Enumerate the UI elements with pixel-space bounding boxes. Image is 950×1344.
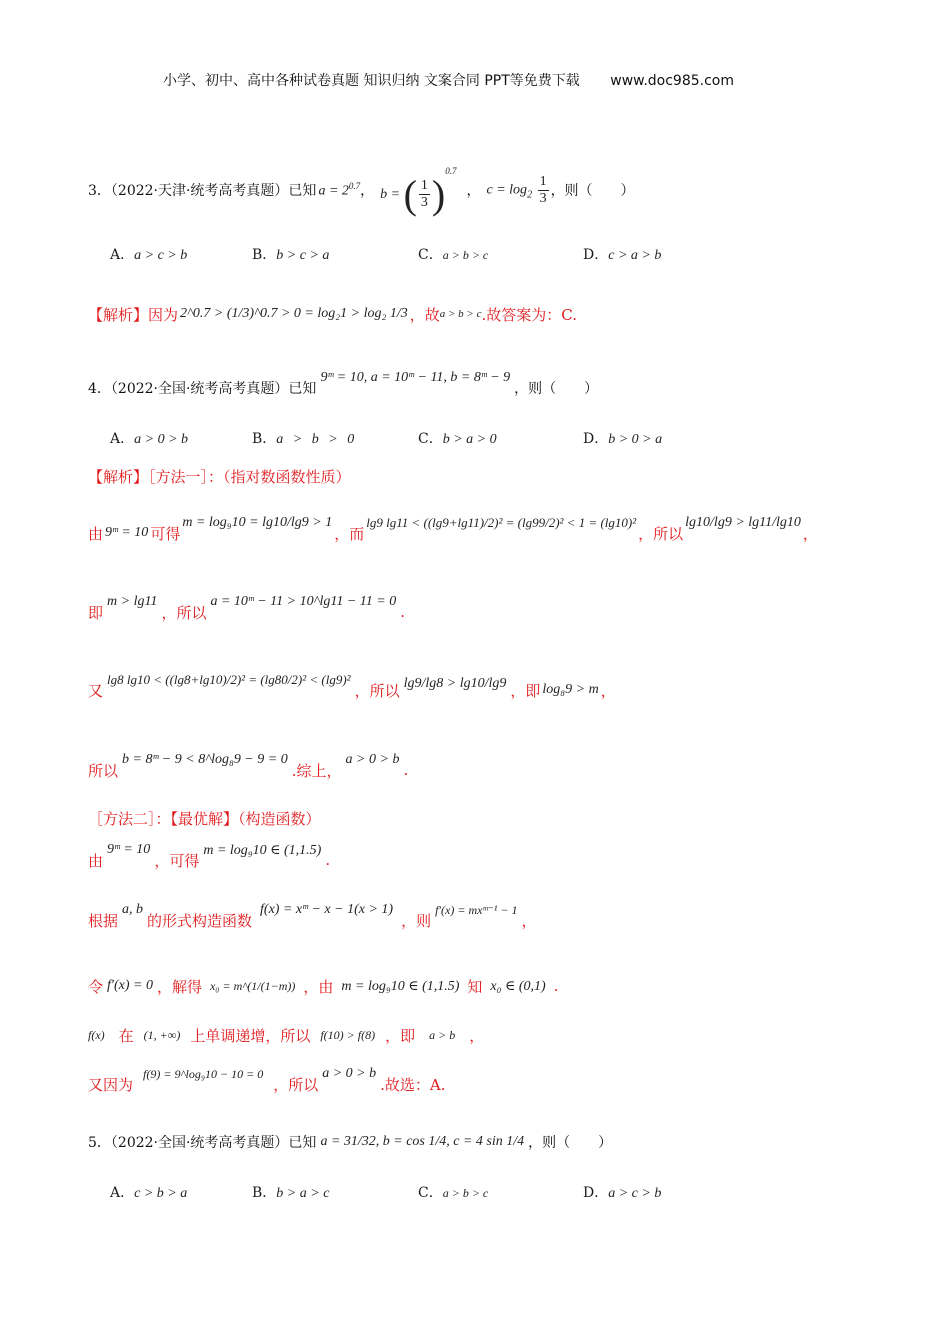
q3-comma1: ， xyxy=(360,183,375,199)
q3-sol-mid-math: a > b > c xyxy=(439,308,482,320)
q3-sol-mid: ，故 xyxy=(409,305,440,324)
q3-sol-math: 2^0.7 > (1/3)^0.7 > 0 = log₂1 > log₂ 1/3 xyxy=(180,306,408,321)
q4-option-a[interactable]: A．a > 0 > b xyxy=(110,431,189,447)
q4-line9: 又因为 f(9) = 9^log₉10 − 10 = 0 ，所以 a > 0 > b .故选：A. xyxy=(88,1066,446,1094)
q4-stem xyxy=(88,368,598,408)
q4-line1: 由 9ᵐ = 10 可得 m = log₉10 = lg10/lg9 > 1 ，而 lg9 lg11 < ((lg9+lg11)/2)² = (lg99/2)² < 1 = (lg10)² ，所以 lg10/lg9 > lg11/lg10 ， xyxy=(88,515,818,543)
q4-option-d[interactable]: D．b > 0 > a xyxy=(583,431,663,447)
q4-line5: 由 9ᵐ = 10 ，可得 m = log₉10 ∈ (1,1.5) . xyxy=(88,842,331,870)
q4-lead: 4．（2022·全国·统考高考真题）已知 xyxy=(88,381,317,397)
header-url[interactable]: www.doc985.com xyxy=(610,73,734,89)
site-header xyxy=(163,70,734,90)
q3-expr-b: b = ( $\frac{1}{3}$ )$^{0.7}$ xyxy=(380,165,457,217)
q5-tail: ，则（ ） xyxy=(528,1135,613,1151)
q5-option-b[interactable]: B．b > a > c xyxy=(252,1185,330,1201)
q3-sol-tail: .故答案为：C. xyxy=(481,305,577,324)
q3-expr-a: $a = 2^{0.7}$ xyxy=(318,180,361,199)
q3-option-c[interactable]: C．a > b > c xyxy=(418,247,489,263)
q4-line6: 根据 a, b 的形式构造函数 f(x) = xᵐ − x − 1(x > 1) ，则 f′(x) = mxᵐ⁻¹ − 1 ， xyxy=(88,902,537,930)
q3-comma2: ， xyxy=(466,183,481,199)
q3-option-d[interactable]: D．c > a > b xyxy=(583,247,662,263)
q5-option-a[interactable]: A．c > b > a xyxy=(110,1185,188,1201)
q3-option-a[interactable]: A．a > c > b xyxy=(110,247,188,263)
q3-expr-c: $c = \log_2$ $\frac{1}{3}$ xyxy=(486,173,547,206)
q4-line8: f(x) 在 (1, +∞) 上单调递增，所以 f(10) > f(8) ，即 a > b ， xyxy=(88,1026,485,1045)
header-text: 小学、初中、高中各种试卷真题 知识归纳 文案合同 PPT等免费下载 xyxy=(163,73,580,89)
q5-stem xyxy=(88,1122,612,1162)
q3-sol-tag: 【解析】因为 xyxy=(88,305,179,324)
q5-option-d[interactable]: D．a > c > b xyxy=(583,1185,662,1201)
q4-line7: 令 f′(x) = 0 ，解得 x₀ = m^(1/(1−m)) ，由 m = log₉10 ∈ (1,1.5) 知 x₀ ∈ (0,1) . xyxy=(88,977,559,996)
q3-solution xyxy=(88,284,577,344)
q4-option-b[interactable]: B．a > b > 0 xyxy=(252,431,358,447)
q4-line4: 所以 b = 8ᵐ − 9 < 8^log₈9 − 9 = 0 .综上， a > 0 > b . xyxy=(88,752,409,780)
q4-method1-title: 【解析】［方法一］：（指对数函数性质） xyxy=(88,468,351,486)
q3-option-b[interactable]: B．b > c > a xyxy=(252,247,330,263)
q3-tail: ，则（ ） xyxy=(550,183,635,199)
q5-expr: a = 31/32, b = cos 1/4, c = 4 sin 1/4 xyxy=(320,1134,525,1149)
q4-option-c[interactable]: C．b > a > 0 xyxy=(418,431,497,447)
q5-option-c[interactable]: C．a > b > c xyxy=(418,1185,489,1201)
q4-method2-title: ［方法二］：【最优解】（构造函数） xyxy=(88,810,321,828)
q4-expr: 9ᵐ = 10, a = 10ᵐ − 11, b = 8ᵐ − 9 xyxy=(320,370,511,385)
q3-lead: 3．（2022·天津·统考高考真题）已知 xyxy=(88,183,317,199)
q4-line2: 即 m > lg11 ，所以 a = 10ᵐ − 11 > 10^lg11 − 11 = 0 . xyxy=(88,594,405,622)
q3-stem xyxy=(88,160,635,220)
q4-line3: 又 lg8 lg10 < ((lg8+lg10)/2)² = (lg80/2)² < (lg9)² ，所以 lg9/lg8 > lg10/lg9 ，即 log₈9 > m ， xyxy=(88,672,616,700)
q4-tail: ，则（ ） xyxy=(514,381,599,397)
q5-lead: 5．（2022·全国·统考高考真题）已知 xyxy=(88,1135,317,1151)
